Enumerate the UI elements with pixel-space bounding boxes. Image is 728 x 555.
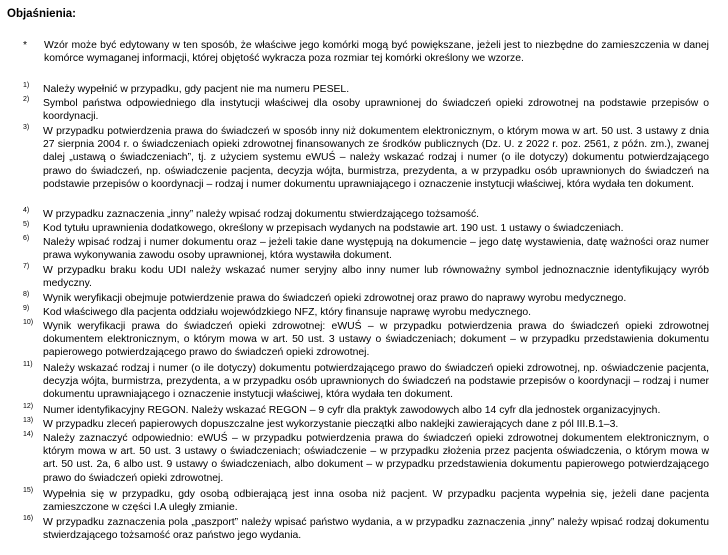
footnote-number: 15) (23, 487, 34, 494)
footnote-10 (23, 320, 709, 360)
footnote-number: 4) (23, 207, 30, 214)
star-note (23, 39, 709, 65)
footnote-text: Wypełnia się w przypadku, gdy osobą odbierającą jest inna osoba niż pacjent. W przypadku pacjenta wypełnia się, jeżeli dane pacjenta zamieszczone w części I.A uległy zmianie. (43, 489, 709, 514)
star-note-text: Wzór może być edytowany w ten sposób, że właściwe jego komórki mogą być powiększane, jeżeli jest to niezbędne do zamieszczenia w danej komórce wymaganej informacji, której objętość wykracza poza rozmiar tej komórki określony we wzorze. (44, 40, 709, 65)
footnote-number: 16) (23, 515, 34, 522)
footnote-3 (23, 125, 709, 191)
footnote-text: Wynik weryfikacji obejmuje potwierdzenie prawa do świadczeń opieki zdrowotnej oraz prawo do naprawy wyrobu medycznego. (43, 293, 627, 304)
footnote-text: Należy wypełnić w przypadku, gdy pacjent nie ma numeru PESEL. (43, 84, 350, 95)
footnote-text: W przypadku zaznaczenia pola „paszport” należy wpisać państwo wydania, a w przypadku zaznaczenia „inny” należy wpisać rodzaj dokumentu stwierdzającego tożsamość oraz państwo jego wydania. (43, 517, 709, 542)
footnote-number: 8) (23, 291, 30, 298)
footnote-text: W przypadku zaznaczenia „inny” należy wpisać rodzaj dokumentu stwierdzającego tożsamość. (43, 209, 480, 220)
footnote-11 (23, 362, 709, 402)
footnote-5 (23, 222, 709, 235)
footnote-12 (23, 404, 709, 417)
footnote-text: Wynik weryfikacji prawa do świadczeń opieki zdrowotnej: eWUŚ – w przypadku potwierdzenia prawa do świadczeń opieki zdrowotnej dokumentem elektronicznym, o którym mowa w art. 50 ust. 3 ustawy o świadczeniach; dokument – w przypadku przedstawienia dokumentu papierowego potwierdzającego prawo do świadczeń opieki zdrowotnej. (43, 321, 709, 359)
footnote-6 (23, 236, 709, 262)
footnote-text: W przypadku braku kodu UDI należy wskazać numer seryjny albo inny numer lub równoważny symbol jednoznacznie identyfikujący wyrób medyczny. (43, 265, 709, 290)
footnote-text: Należy zaznaczyć odpowiednio: eWUŚ – w przypadku potwierdzenia prawa do świadczeń opieki zdrowotnej dokumentem elektronicznym, o którym mowa w art. 50 ust. 3 ustawy o świadczeniach; oświadczenie – w przypadku złożenia przez pacjenta oświadczenia, o którym mowa w art. 50 ust. 2a, 6 albo ust. 9 ustawy o świadczeniach, albo dokument – w przypadku przedstawienia dokumentu papierowego potwierdzającego prawo do świadczeń opieki zdrowotnej. (43, 433, 709, 484)
footnote-number: 12) (23, 403, 34, 410)
page-title: Objaśnienia: (7, 8, 77, 20)
footnote-7 (23, 264, 709, 290)
footnote-text: Należy wskazać rodzaj i numer (o ile dotyczy) dokumentu potwierdzającego prawo do świadczeń opieki zdrowotnej, np. oświadczenie pacjenta, decyzja wójta, burmistrza, prezydenta, a w przypadku osób uprawnionych do świadczeń na podstawie przepisów o koordynacji – rodzaj i numer dokumentu uprawniającego i oznaczenie instytucji właściwej, która wydała ten dokument. (43, 363, 709, 401)
footnote-number: 3) (23, 124, 30, 131)
footnote-15 (23, 488, 709, 514)
footnote-1 (23, 83, 709, 96)
footnote-text: Kod właściwego dla pacjenta oddziału wojewódzkiego NFZ, który finansuje naprawę wyrobu medycznego. (43, 307, 532, 318)
footnote-9 (23, 306, 709, 319)
footnote-text: Kod tytułu uprawnienia dodatkowego, określony w przepisach wydanych na podstawie art. 190 ust. 1 ustawy o świadczeniach. (43, 223, 624, 234)
footnote-16 (23, 516, 709, 542)
star-marker: * (23, 40, 28, 51)
footnote-text: Symbol państwa odpowiedniego dla instytucji właściwej dla osoby uprawnionej do świadczeń opieki zdrowotnej na podstawie przepisów o koordynacji. (43, 98, 709, 123)
footnote-number: 9) (23, 305, 30, 312)
footnote-number: 11) (23, 361, 33, 368)
footnote-2 (23, 97, 709, 123)
footnote-number: 1) (23, 82, 30, 89)
footnote-8 (23, 292, 709, 305)
footnote-text: Numer identyfikacyjny REGON. Należy wskazać REGON – 9 cyfr dla praktyk zawodowych albo 14 cyfr dla jednostek organizacyjnych. (43, 405, 661, 416)
footnote-14 (23, 432, 709, 485)
footnote-number: 10) (23, 319, 34, 326)
footnote-13 (23, 418, 709, 431)
footnote-number: 2) (23, 96, 30, 103)
footnote-number: 5) (23, 221, 30, 228)
footnote-4 (23, 208, 709, 221)
footnote-text: W przypadku potwierdzenia prawa do świadczeń w sposób inny niż dokumentem elektronicznym, o którym mowa w art. 50 ust. 3 ustawy z dnia 27 sierpnia 2004 r. o świadczeniach opieki zdrowotnej finansowanych ze środków publicznych (Dz. U. z 2022 r. poz. 2561, z późn. zm.), zwanej dalej „ustawą o świadczeniach”, tj. z użyciem systemu eWUŚ – należy wskazać rodzaj i numer (o ile dotyczy) dokumentu potwierdzającego prawo do świadczeń, np. oświadczenie pacjenta, decyzja wójta, burmistrza, prezydenta, a w przypadku osób uprawnionych do świadczeń na podstawie przepisów o koordynacji – rodzaj i numer dokumentu uprawniającego i oznaczenie instytucji właściwej, która wydała ten dokument. (43, 126, 709, 190)
footnote-text: W przypadku zleceń papierowych dopuszczalne jest wykorzystanie pieczątki albo naklejki zawierających dane z pól III.B.1–3. (43, 419, 619, 430)
footnote-number: 6) (23, 235, 30, 242)
footnote-number: 14) (23, 431, 34, 438)
footnote-number: 7) (23, 263, 30, 270)
footnote-text: Należy wpisać rodzaj i numer dokumentu oraz – jeżeli takie dane występują na dokumencie – jego datę wystawienia, datę ważności oraz numer prawa wykonywania zawodu osoby uprawnionej, która wystawiła dokument. (43, 237, 709, 262)
footnote-number: 13) (23, 417, 34, 424)
